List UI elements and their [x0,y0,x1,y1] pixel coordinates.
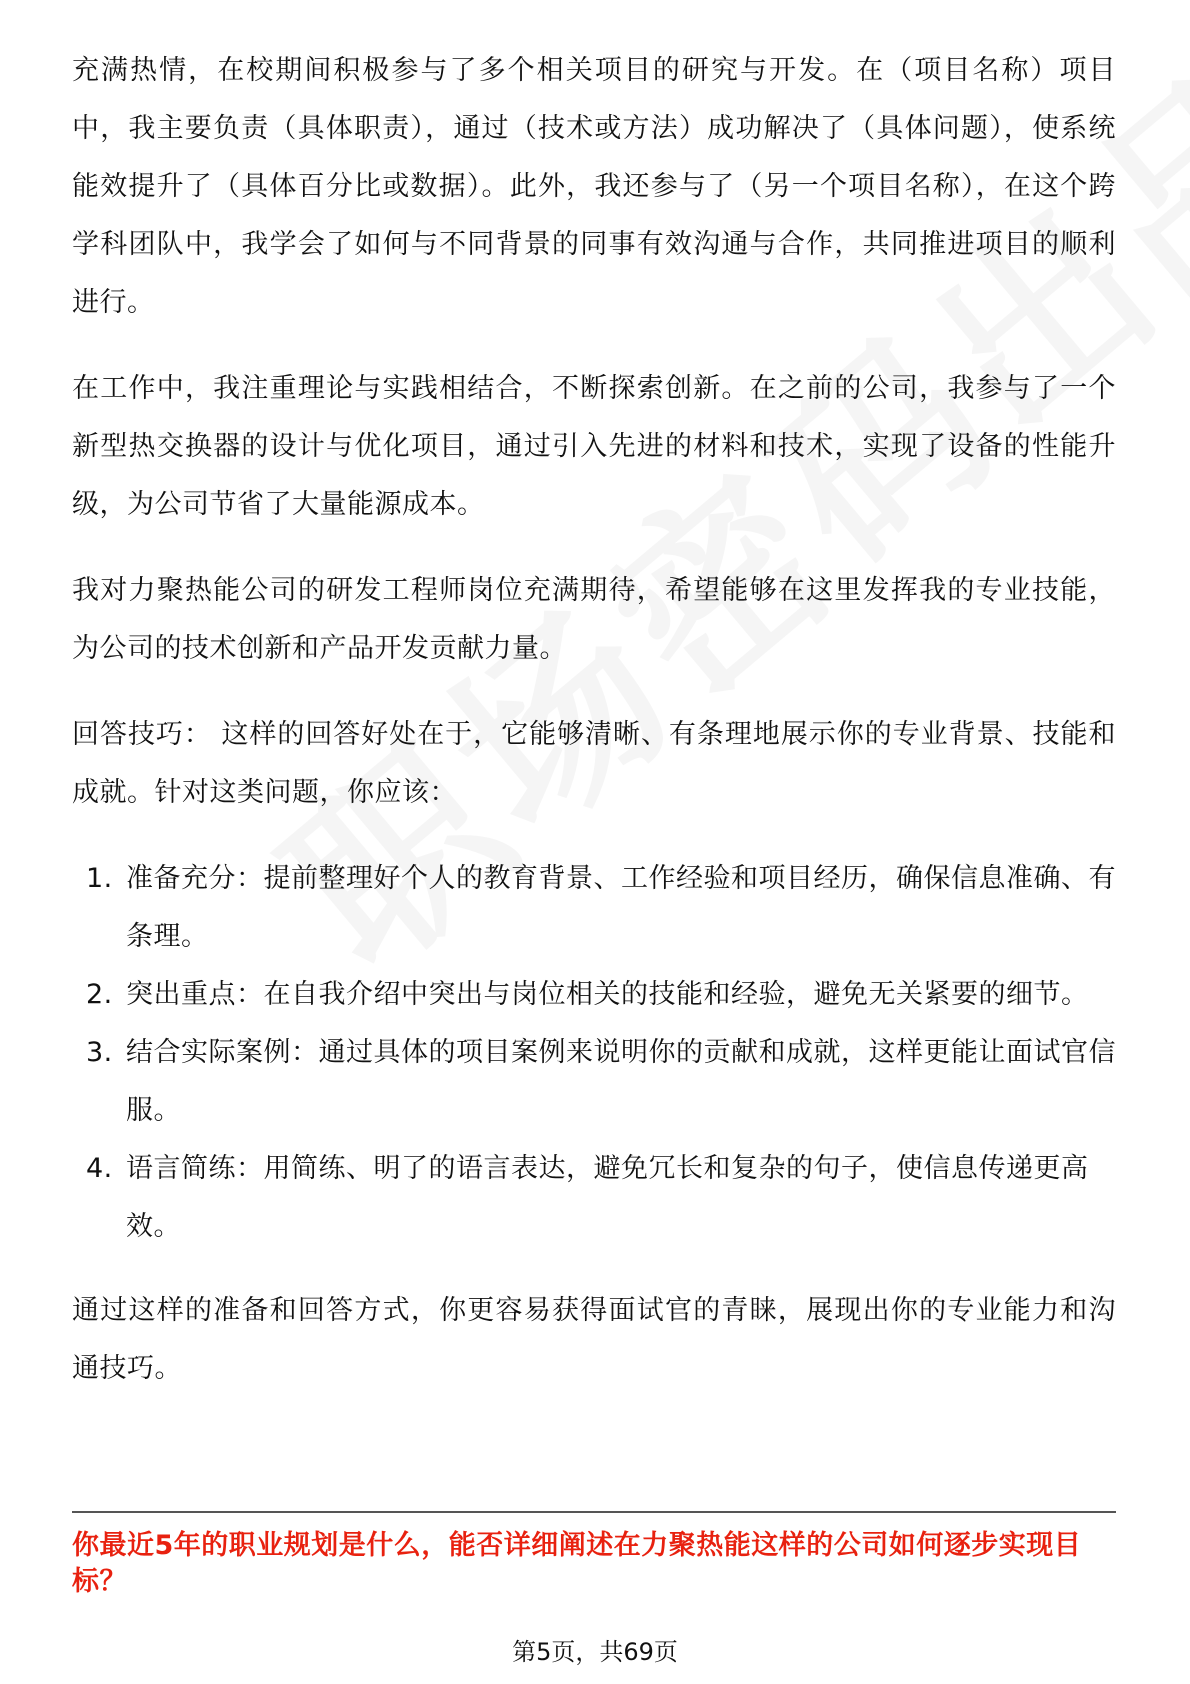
list-item-text: 准备充分：提前整理好个人的教育背景、工作经验和项目经历，确保信息准确、有条理。 [126,863,1116,952]
tips-list [72,850,1116,1256]
list-item [72,850,1116,966]
list-number: 1. [86,863,113,894]
page-number: 第5页，共69页 [512,1638,678,1666]
list-item [72,966,1116,1024]
paragraph-expectation: 我对力聚热能公司的研发工程师岗位充满期待，希望能够在这里发挥我的专业技能，为公司的技术创新和产品开发贡献力量。 [72,575,1116,664]
paragraph-closing: 通过这样的准备和回答方式，你更容易获得面试官的青睐，展现出你的专业能力和沟通技巧。 [72,1295,1116,1384]
list-number: 2. [86,979,113,1010]
document-body [72,42,1116,1426]
list-number: 4. [86,1153,113,1184]
list-item-text: 结合实际案例：通过具体的项目案例来说明你的贡献和成就，这样更能让面试官信服。 [126,1037,1116,1126]
list-item-text: 突出重点：在自我介绍中突出与岗位相关的技能和经验，避免无关紧要的细节。 [126,979,1089,1010]
list-item [72,1140,1116,1256]
next-question-heading: 你最近5年的职业规划是什么，能否详细阐述在力聚热能这样的公司如何逐步实现目标？ [72,1530,1082,1597]
list-item [72,1024,1116,1140]
section-divider [72,1511,1116,1513]
list-item-text: 语言简练：用简练、明了的语言表达，避免冗长和复杂的句子，使信息传递更高效。 [126,1153,1089,1242]
list-number: 3. [86,1037,113,1068]
paragraph-projects: 充满热情，在校期间积极参与了多个相关项目的研究与开发。在（项目名称）项目中，我主要负责（具体职责），通过（技术或方法）成功解决了（具体问题），使系统能效提升了（具体百分比或数据）。此外，我还参与了（另一个项目名称），在这个跨学科团队中，我学会了如何与不同背景的同事有效沟通与合作，共同推进项目的顺利进行。 [72,55,1116,318]
paragraph-work-experience: 在工作中，我注重理论与实践相结合，不断探索创新。在之前的公司，我参与了一个新型热交换器的设计与优化项目，通过引入先进的材料和技术，实现了设备的性能升级，为公司节省了大量能源成本。 [72,373,1116,520]
paragraph-answer-tips: 回答技巧： 这样的回答好处在于，它能够清晰、有条理地展示你的专业背景、技能和成就。针对这类问题，你应该： [72,719,1116,808]
